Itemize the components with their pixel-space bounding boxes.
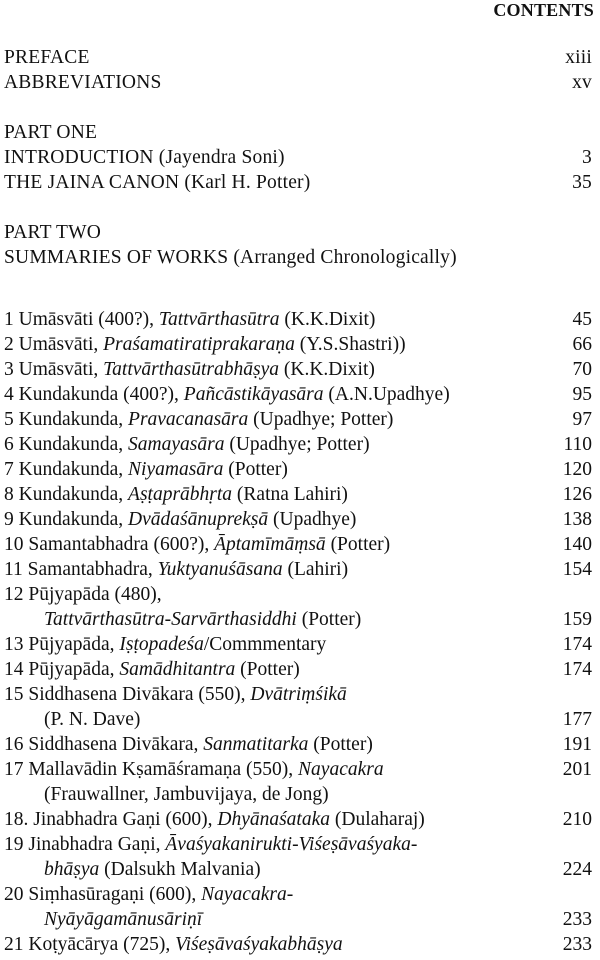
entry-title bbox=[4, 332, 406, 357]
entry-title bbox=[4, 532, 390, 557]
toc-entry-work bbox=[4, 532, 592, 557]
toc-entry-work bbox=[4, 882, 592, 907]
entry-work-title: Viśeṣāvaśyakabhāṣya bbox=[175, 934, 343, 955]
entry-title: THE JAINA CANON (Karl H. Potter) bbox=[4, 172, 311, 193]
entry-title bbox=[4, 407, 393, 432]
entry-author: Jinabhadra Gaṇi (600), bbox=[33, 809, 218, 830]
entry-page: 177 bbox=[562, 709, 592, 730]
entry-title bbox=[44, 782, 329, 807]
toc-entry-work bbox=[4, 407, 592, 432]
entry-title bbox=[4, 682, 347, 707]
entry-number: 16 bbox=[4, 734, 29, 755]
spacer bbox=[4, 270, 592, 295]
part-two-subtitle bbox=[4, 245, 592, 270]
toc-entry-work bbox=[4, 732, 592, 757]
spacer bbox=[4, 195, 592, 220]
entry-contributor: (Potter) bbox=[296, 609, 362, 630]
entry-author: Jinabhadra Gaṇi, bbox=[28, 834, 166, 855]
toc-entry-work bbox=[4, 907, 592, 932]
entry-work-title: Sanmatitarka bbox=[203, 734, 309, 755]
entry-title bbox=[4, 307, 375, 332]
toc-entry-work bbox=[4, 332, 592, 357]
part-title: PART ONE bbox=[4, 122, 98, 143]
entry-contributor: (Ratna Lahiri) bbox=[232, 484, 348, 505]
toc-entry-work bbox=[4, 507, 592, 532]
entry-contributor: (Potter) bbox=[223, 459, 288, 480]
entry-page: xv bbox=[572, 72, 592, 93]
toc-entry-work bbox=[4, 482, 592, 507]
contents-heading: CONTENTS bbox=[493, 0, 594, 20]
entry-author: Pūjyapāda, bbox=[28, 659, 120, 680]
toc-entry-work bbox=[4, 557, 592, 582]
entry-page: 174 bbox=[562, 634, 592, 655]
entry-work-title: Tattvārthasūtrabhāṣya bbox=[103, 359, 279, 380]
toc-entry-work bbox=[4, 857, 592, 882]
entry-number: 14 bbox=[4, 659, 29, 680]
works-list bbox=[4, 307, 592, 957]
entry-title bbox=[4, 732, 373, 757]
entry-work-title: Tattvārthasūtra bbox=[158, 309, 280, 330]
entry-contributor: (Upadhye) bbox=[268, 509, 357, 530]
entry-page: 66 bbox=[572, 334, 592, 355]
entry-number: 19 bbox=[4, 834, 29, 855]
entry-page: 126 bbox=[562, 484, 592, 505]
entry-contributor: (Lahiri) bbox=[282, 559, 349, 580]
entry-contributor: (A.N.Upadhye) bbox=[323, 384, 450, 405]
spacer bbox=[4, 295, 592, 307]
toc-entry-work bbox=[4, 707, 592, 732]
entry-work-title: Praśamatiratiprakaraṇa bbox=[103, 334, 295, 355]
entry-work-title: Niyamasāra bbox=[128, 459, 224, 480]
entry-work-title: Nayacakra bbox=[298, 759, 384, 780]
entry-number: 6 bbox=[4, 434, 19, 455]
entry-author: Kundakunda, bbox=[18, 484, 129, 505]
entry-page: 201 bbox=[562, 759, 592, 780]
entry-contributor: (Upadhye; Potter) bbox=[248, 409, 394, 430]
part-one-title bbox=[4, 120, 592, 145]
entry-author: Samantabhadra (600?), bbox=[28, 534, 215, 555]
toc-entry-work bbox=[4, 382, 592, 407]
toc-entry-work bbox=[4, 582, 592, 607]
entry-number: 9 bbox=[4, 509, 19, 530]
entry-contributor: (K.K.Dixit) bbox=[279, 359, 375, 380]
entry-title bbox=[4, 482, 348, 507]
toc-entry-work bbox=[4, 682, 592, 707]
entry-author: Kundakunda (400?), bbox=[18, 384, 184, 405]
entry-number: 4 bbox=[4, 384, 19, 405]
entry-page: 174 bbox=[562, 659, 592, 680]
entry-title: PREFACE bbox=[4, 47, 90, 68]
entry-page: 233 bbox=[562, 909, 592, 930]
entry-work-title: Yuktyanuśāsana bbox=[157, 559, 283, 580]
entry-contributor: (Dalsukh Malvania) bbox=[99, 859, 261, 880]
entry-title: INTRODUCTION (Jayendra Soni) bbox=[4, 147, 285, 168]
entry-number: 3 bbox=[4, 359, 19, 380]
entry-work-title: Āptamīmāṃsā bbox=[214, 534, 326, 555]
entry-title bbox=[4, 357, 375, 382]
entry-work-title: Dhyānaśataka bbox=[217, 809, 331, 830]
entry-page: 138 bbox=[562, 509, 592, 530]
entry-work-title: Samādhitantra bbox=[119, 659, 236, 680]
entry-number: 10 bbox=[4, 534, 29, 555]
entry-number: 15 bbox=[4, 684, 29, 705]
part-title: PART TWO bbox=[4, 222, 102, 243]
entry-author: Mallavādin Kṣamāśramaṇa (550), bbox=[28, 759, 299, 780]
entry-number: 11 bbox=[4, 559, 28, 580]
entry-contributor: (Y.S.Shastri)) bbox=[294, 334, 406, 355]
entry-author: Kundakunda, bbox=[18, 434, 129, 455]
entry-work-title: Samayasāra bbox=[128, 434, 225, 455]
entry-author: Kundakunda, bbox=[18, 509, 129, 530]
entry-work-title: bhāṣya bbox=[44, 859, 100, 880]
toc-entry-work bbox=[4, 607, 592, 632]
toc-entry-work bbox=[4, 632, 592, 657]
part-subtitle: SUMMARIES OF WORKS (Arranged Chronologically) bbox=[4, 247, 457, 268]
toc-entry-preface bbox=[4, 45, 592, 70]
entry-work-title: Āvaśyakanirukti-Viśeṣāvaśyaka- bbox=[165, 834, 418, 855]
entry-work-title: Dvātriṃśikā bbox=[250, 684, 347, 705]
entry-title bbox=[4, 882, 293, 907]
entry-page: xiii bbox=[565, 47, 592, 68]
entry-work-title: Iṣṭopadeśa bbox=[119, 634, 204, 655]
entry-number: 18. bbox=[4, 809, 34, 830]
entry-title bbox=[4, 657, 300, 682]
entry-page: 97 bbox=[572, 409, 592, 430]
toc-entry-abbreviations bbox=[4, 70, 592, 95]
entry-page: 110 bbox=[563, 434, 592, 455]
entry-contributor: (K.K.Dixit) bbox=[279, 309, 376, 330]
entry-author: Koṭyācārya (725), bbox=[28, 934, 176, 955]
entry-author: Samantabhadra, bbox=[27, 559, 158, 580]
entry-page: 159 bbox=[562, 609, 592, 630]
entry-title bbox=[44, 607, 361, 632]
entry-title bbox=[44, 907, 202, 932]
toc-entry-work bbox=[4, 782, 592, 807]
entry-author: (P. N. Dave) bbox=[44, 709, 141, 730]
entry-title bbox=[4, 757, 384, 782]
entry-number: 13 bbox=[4, 634, 29, 655]
entry-number: 17 bbox=[4, 759, 29, 780]
part-two-title bbox=[4, 220, 592, 245]
entry-title bbox=[4, 432, 370, 457]
entry-number: 8 bbox=[4, 484, 19, 505]
spacer bbox=[4, 95, 592, 120]
entry-number: 20 bbox=[4, 884, 29, 905]
entry-author: Siddhasena Divākara (550), bbox=[28, 684, 251, 705]
entry-author: (Frauwallner, Jambuvijaya, de Jong) bbox=[44, 784, 329, 805]
entry-contributor: (Potter) bbox=[325, 534, 391, 555]
entry-title bbox=[4, 832, 417, 857]
entry-author: Umāsvāti, bbox=[18, 359, 104, 380]
entry-contributor: (Upadhye; Potter) bbox=[224, 434, 370, 455]
entry-number: 2 bbox=[4, 334, 19, 355]
toc-entry-jaina-canon bbox=[4, 170, 592, 195]
entry-page: 233 bbox=[562, 934, 592, 955]
entry-title bbox=[4, 582, 162, 607]
toc-entry-work bbox=[4, 807, 592, 832]
entry-page: 35 bbox=[572, 172, 592, 193]
entry-page: 3 bbox=[582, 147, 592, 168]
entry-page: 140 bbox=[562, 534, 592, 555]
entry-number: 5 bbox=[4, 409, 19, 430]
entry-page: 45 bbox=[572, 309, 592, 330]
entry-work-title: Nyāyāgamānusāriṇī bbox=[44, 909, 203, 930]
entry-author: Umāsvāti (400?), bbox=[18, 309, 159, 330]
entry-work-title: Pravacanasāra bbox=[128, 409, 249, 430]
toc-entry-work bbox=[4, 457, 592, 482]
entry-work-title: Tattvārthasūtra-Sarvārthasiddhi bbox=[44, 609, 297, 630]
entry-page: 120 bbox=[562, 459, 592, 480]
toc-entry-work bbox=[4, 757, 592, 782]
entry-title bbox=[4, 507, 356, 532]
entry-title bbox=[4, 932, 343, 957]
entry-number: 21 bbox=[4, 934, 29, 955]
entry-number: 7 bbox=[4, 459, 19, 480]
entry-title bbox=[4, 557, 348, 582]
toc-entry-work bbox=[4, 932, 592, 957]
entry-work-title: Pañcāstikāyasāra bbox=[183, 384, 324, 405]
toc-entry-work bbox=[4, 307, 592, 332]
entry-work-title: Aṣṭaprābhṛta bbox=[128, 484, 233, 505]
entry-contributor: (Potter) bbox=[235, 659, 300, 680]
table-of-contents bbox=[4, 45, 592, 957]
entry-contributor: (Potter) bbox=[308, 734, 373, 755]
entry-title bbox=[4, 632, 326, 657]
entry-page: 224 bbox=[562, 859, 592, 880]
entry-page: 95 bbox=[572, 384, 592, 405]
toc-entry-work bbox=[4, 657, 592, 682]
entry-title bbox=[44, 707, 140, 732]
entry-author: Umāsvāti, bbox=[18, 334, 104, 355]
entry-author: Pūjyapāda (480), bbox=[28, 584, 162, 605]
entry-title bbox=[4, 807, 425, 832]
entry-author: Kundakunda, bbox=[18, 459, 129, 480]
toc-entry-work bbox=[4, 832, 592, 857]
entry-work-title: Nayacakra- bbox=[201, 884, 294, 905]
entry-author: Siṃhasūragaṇi (600), bbox=[28, 884, 202, 905]
entry-contributor: (Dulaharaj) bbox=[330, 809, 425, 830]
toc-entry-work bbox=[4, 357, 592, 382]
entry-title: ABBREVIATIONS bbox=[4, 72, 162, 93]
entry-page: 191 bbox=[562, 734, 592, 755]
entry-title bbox=[44, 857, 261, 882]
entry-title bbox=[4, 457, 288, 482]
toc-entry-work bbox=[4, 432, 592, 457]
entry-page: 154 bbox=[562, 559, 592, 580]
entry-author: Kundakunda, bbox=[18, 409, 129, 430]
entry-number: 12 bbox=[4, 584, 29, 605]
entry-page: 210 bbox=[562, 809, 592, 830]
entry-author: Siddhasena Divākara, bbox=[28, 734, 204, 755]
entry-title bbox=[4, 382, 450, 407]
entry-work-title: Dvādaśānuprekṣā bbox=[128, 509, 269, 530]
toc-entry-introduction bbox=[4, 145, 592, 170]
entry-contributor: /Commmentary bbox=[203, 634, 327, 655]
entry-number: 1 bbox=[4, 309, 19, 330]
entry-page: 70 bbox=[572, 359, 592, 380]
entry-author: Pūjyapāda, bbox=[28, 634, 120, 655]
